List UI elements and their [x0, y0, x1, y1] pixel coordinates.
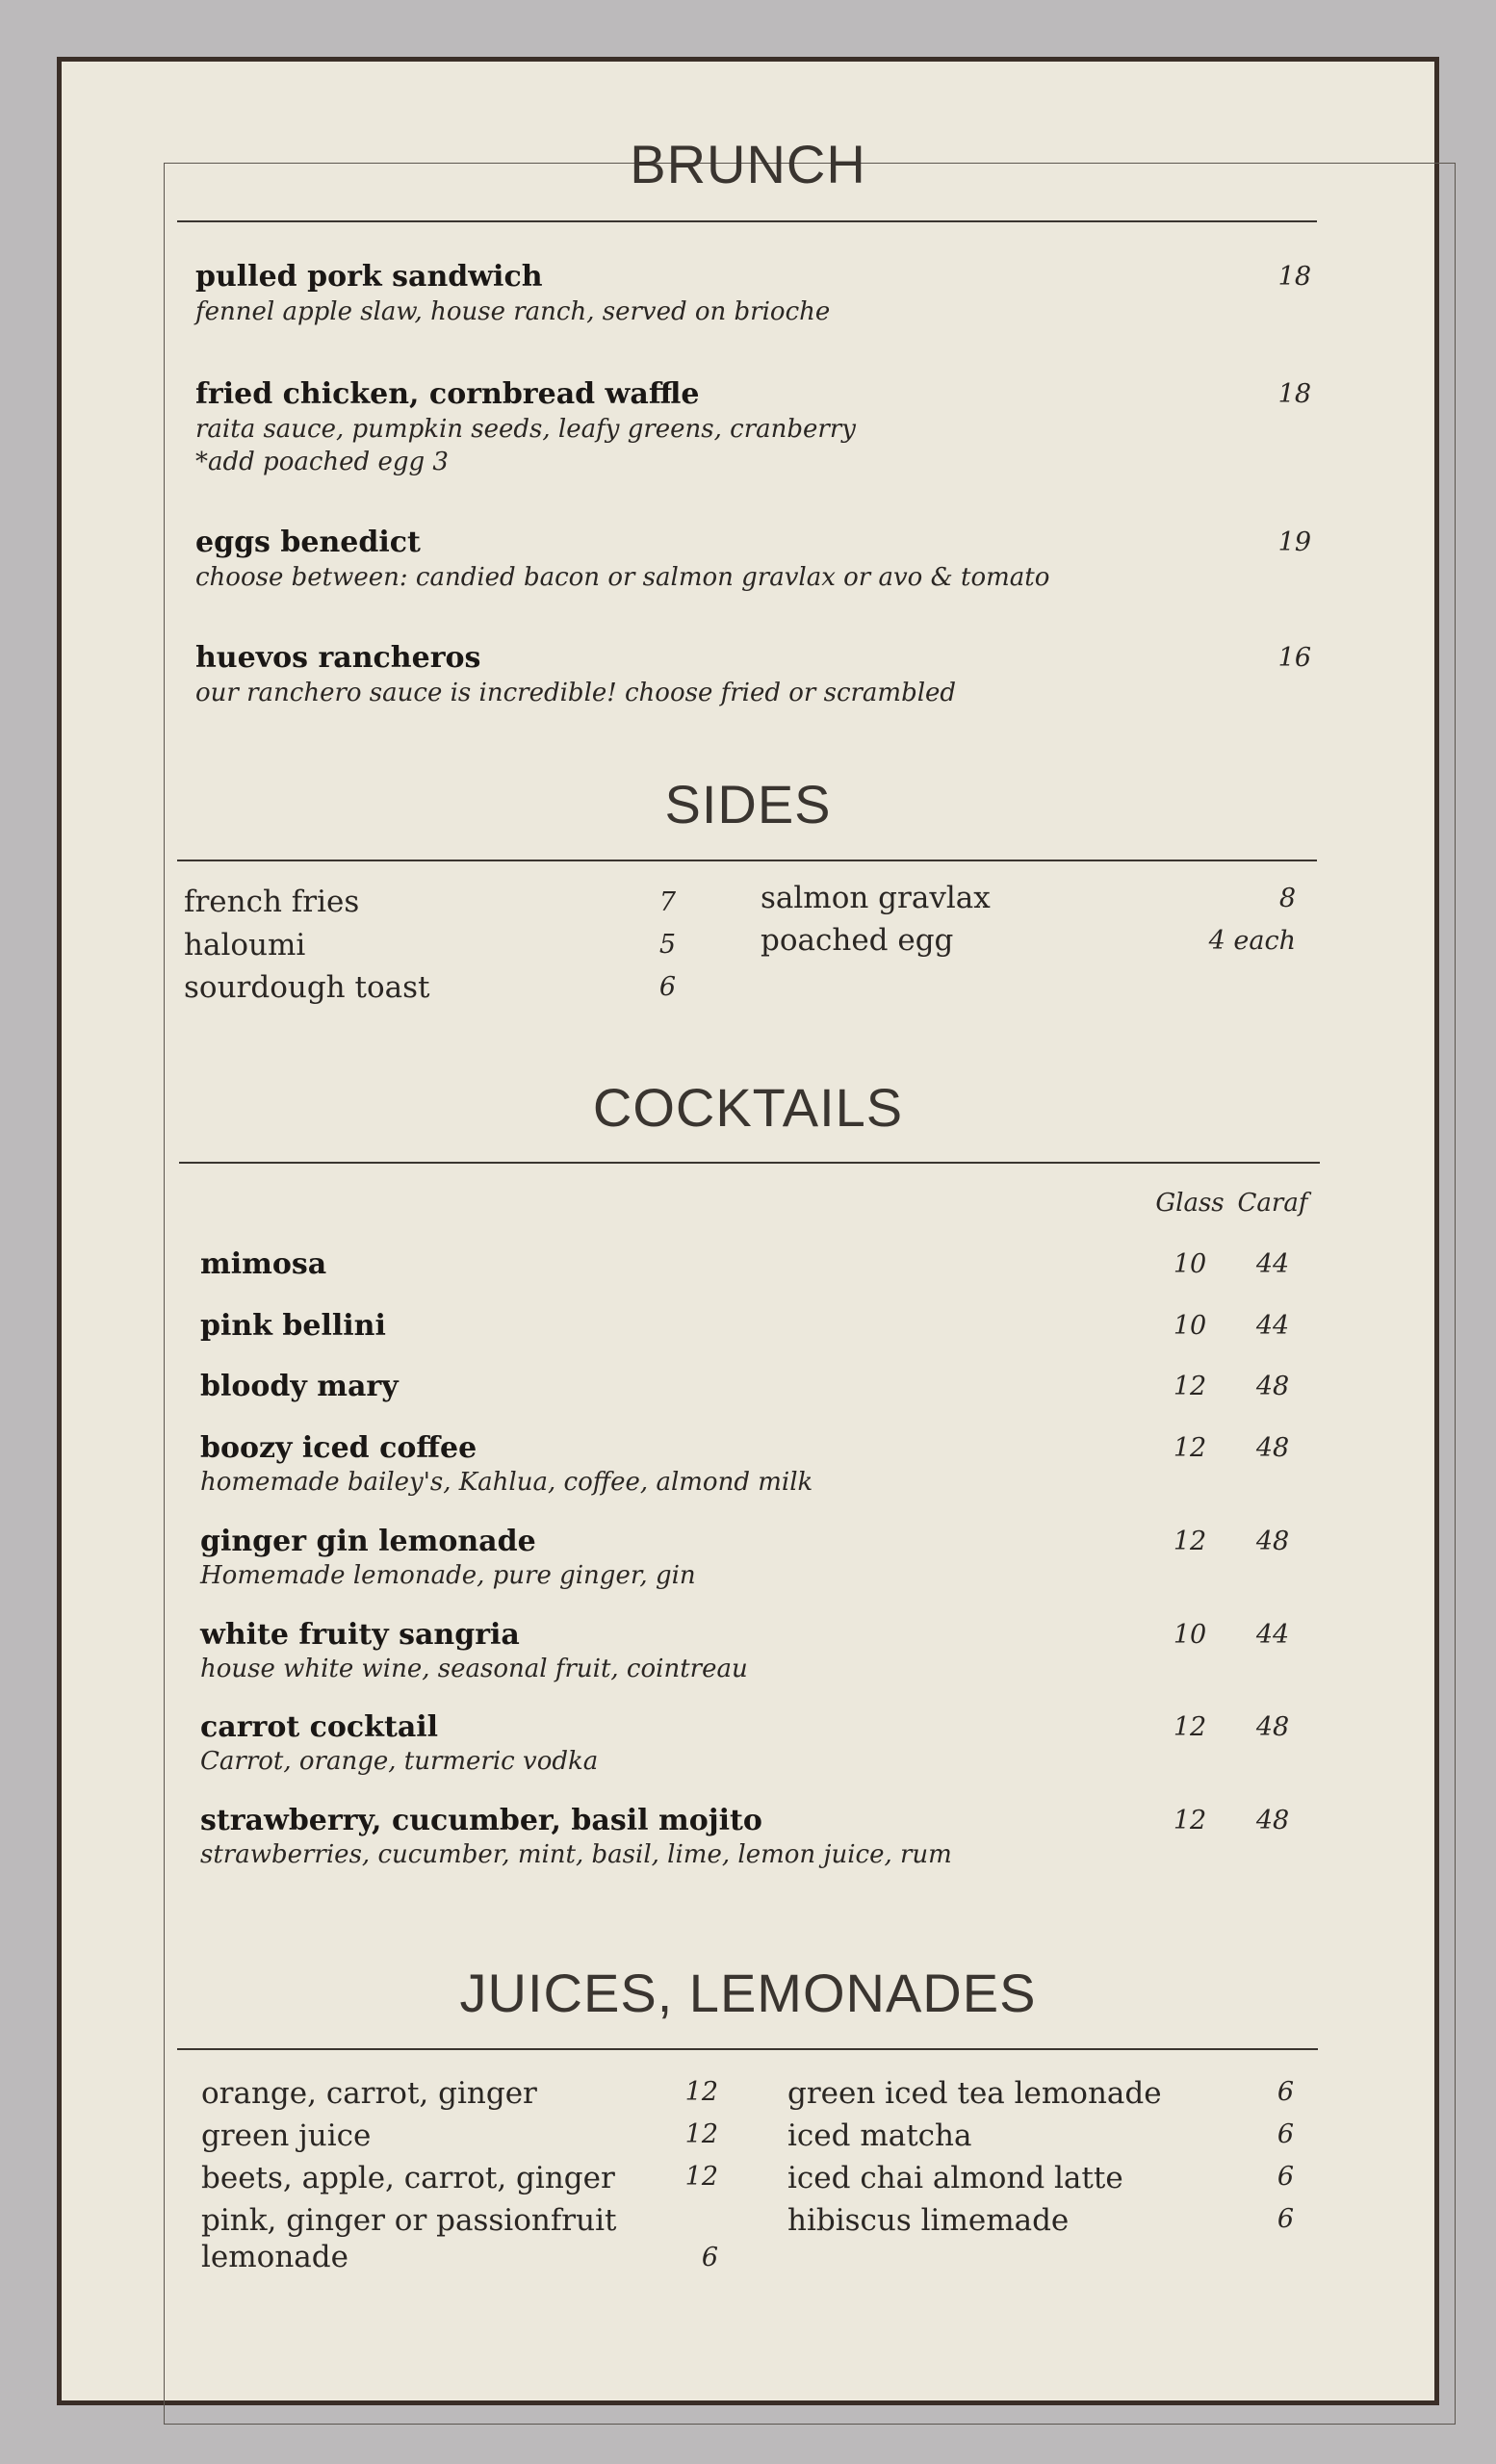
brunch-item-desc: fennel apple slaw, house ranch, served on brioche — [195, 297, 831, 326]
side-price: 6 — [658, 972, 676, 1002]
juice-name: beets, apple, carrot, ginger — [201, 2161, 615, 2195]
side-name: french fries — [184, 885, 360, 919]
brunch-item-desc: raita sauce, pumpkin seeds, leafy greens, cranberry — [195, 415, 856, 444]
sides-divider — [177, 860, 1317, 861]
brunch-item-desc: choose between: candied bacon or salmon gravlax or avo & tomato — [195, 563, 1050, 592]
juice-name: pink, ginger or passionfruit — [201, 2203, 617, 2238]
side-price: 8 — [1278, 884, 1296, 913]
cocktail-name: bloody mary — [200, 1370, 399, 1403]
juice-name: iced matcha — [787, 2118, 972, 2153]
cocktail-glass-price: 12 — [1173, 1527, 1207, 1556]
juice-price: 6 — [1277, 2204, 1294, 2234]
juice-price: 12 — [684, 2119, 718, 2149]
side-name: sourdough toast — [184, 970, 430, 1005]
cocktails-divider — [179, 1162, 1320, 1164]
cocktail-caraf-price: 48 — [1255, 1372, 1290, 1401]
juice-price: 6 — [1277, 2119, 1294, 2149]
cocktail-name: ginger gin lemonade — [200, 1525, 536, 1558]
cocktail-caraf-price: 48 — [1255, 1712, 1290, 1742]
brunch-item-name: eggs benedict — [195, 526, 421, 559]
cocktail-glass-price: 12 — [1173, 1712, 1207, 1742]
side-name: salmon gravlax — [761, 881, 991, 915]
brunch-item-price: 18 — [1277, 379, 1311, 409]
cocktail-glass-price: 12 — [1173, 1806, 1207, 1835]
cocktail-name: carrot cocktail — [200, 1710, 439, 1744]
brunch-item-desc-note: *add poached egg 3 — [195, 448, 449, 476]
cocktail-caraf-price: 44 — [1255, 1249, 1290, 1279]
brunch-heading: BRUNCH — [630, 134, 866, 194]
cocktail-caraf-price: 48 — [1255, 1806, 1290, 1835]
cocktail-caraf-price: 48 — [1255, 1433, 1290, 1463]
juice-name: green juice — [201, 2118, 372, 2153]
col-caraf-header: Caraf — [1237, 1189, 1308, 1218]
side-price: 7 — [658, 887, 676, 917]
cocktail-name: boozy iced coffee — [200, 1431, 477, 1465]
cocktail-desc: Carrot, orange, turmeric vodka — [200, 1747, 599, 1776]
juice-price: 12 — [684, 2162, 718, 2192]
juice-price: 6 — [1277, 2077, 1294, 2107]
juice-name: green iced tea lemonade — [787, 2076, 1162, 2111]
side-name: poached egg — [761, 923, 954, 958]
cocktails-heading: COCKTAILS — [592, 1077, 904, 1138]
side-price: 4 each — [1208, 926, 1296, 956]
brunch-item-price: 18 — [1277, 262, 1311, 292]
cocktail-name: white fruity sangria — [200, 1618, 520, 1652]
cocktail-glass-price: 10 — [1173, 1249, 1207, 1279]
col-glass-header: Glass — [1155, 1189, 1225, 1218]
brunch-item-name: fried chicken, cornbread waffle — [195, 377, 700, 411]
cocktail-desc: strawberries, cucumber, mint, basil, lime, lemon juice, rum — [200, 1840, 952, 1869]
juice-name: iced chai almond latte — [787, 2161, 1123, 2195]
juice-name: hibiscus limemade — [787, 2203, 1070, 2238]
cocktail-name: pink bellini — [200, 1309, 386, 1343]
juice-price: 6 — [701, 2243, 718, 2272]
juices-heading: JUICES, LEMONADES — [459, 1963, 1037, 2023]
cocktail-desc: house white wine, seasonal fruit, cointreau — [200, 1655, 748, 1683]
cocktail-glass-price: 12 — [1173, 1433, 1207, 1463]
cocktail-caraf-price: 48 — [1255, 1527, 1290, 1556]
cocktail-name: strawberry, cucumber, basil mojito — [200, 1804, 762, 1837]
cocktail-glass-price: 10 — [1173, 1311, 1207, 1341]
brunch-item-price: 19 — [1277, 527, 1311, 557]
brunch-item-name: huevos rancheros — [195, 641, 481, 675]
brunch-item-price: 16 — [1277, 643, 1311, 673]
brunch-item-desc: our ranchero sauce is incredible! choose fried or scrambled — [195, 679, 957, 707]
side-name: haloumi — [184, 928, 306, 962]
cocktail-glass-price: 10 — [1173, 1620, 1207, 1650]
cocktail-desc: Homemade lemonade, pure ginger, gin — [200, 1561, 696, 1590]
cocktail-glass-price: 12 — [1173, 1372, 1207, 1401]
side-price: 5 — [658, 930, 676, 960]
cocktail-caraf-price: 44 — [1255, 1620, 1290, 1650]
juice-price: 6 — [1277, 2162, 1294, 2192]
juice-name-line2: lemonade — [201, 2240, 348, 2274]
cocktail-name: mimosa — [200, 1247, 327, 1281]
brunch-divider — [177, 220, 1317, 222]
juices-divider — [177, 2048, 1318, 2050]
juice-price: 12 — [684, 2077, 718, 2107]
brunch-item-name: pulled pork sandwich — [195, 260, 543, 294]
cocktail-desc: homemade bailey's, Kahlua, coffee, almond milk — [200, 1468, 813, 1497]
sides-heading: SIDES — [664, 774, 832, 834]
juice-name: orange, carrot, ginger — [201, 2076, 537, 2111]
cocktail-caraf-price: 44 — [1255, 1311, 1290, 1341]
